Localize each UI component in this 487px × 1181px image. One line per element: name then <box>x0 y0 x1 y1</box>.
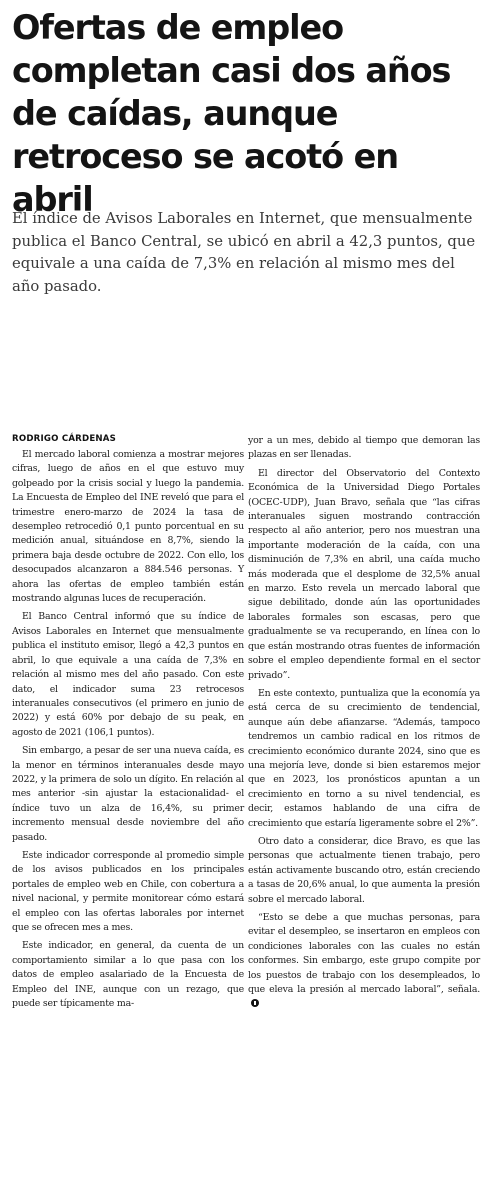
paragraph: En este contexto, puntualiza que la economía ya está cerca de su crecimiento de tendencial, aunque aún debe afianzarse. “Además, tampoco tendremos un cambio radical en los ritmos de crecimiento económico durante 2024, sino que es una mejoría leve, donde si bien estaremos mejor que en 2023, los pronósticos apuntan a un crecimiento en torno a su nivel tendencial, es decir, estamos hablando de una cifra de crecimiento que estaría ligeramente sobre el 2%”. <box>248 687 480 829</box>
deck-summary: El índice de Avisos Laborales en Internet, que mensualmente publica el Banco Central, se ubicó en abril a 42,3 puntos, que equivale a una caída de 7,3% en relación al mismo mes del año pasado. <box>12 210 476 295</box>
paragraph: El director del Observatorio del Contexto Económica de la Universidad Diego Portales (OCEC-UDP), Juan Bravo, señala que “las cifras interanuales siguen mostrando contracción respecto al año anterior, pero nos muestran una importante moderación de la caída, con una disminución de 7,3% en abril, una caída mucho más moderada que el desplome de 32,5% anual en marzo. Esto revela un mercado laboral que sigue debilitado, donde aún las oportunidades laborales formales son escasas, pero que gradualmente se va recuperando, en línea con lo que están mostrando otras fuentes de información sobre el empleo dependiente formal en el sector privado”. <box>248 467 480 681</box>
paragraph: Sin embargo, a pesar de ser una nueva caída, es la menor en términos interanuales desde mayo 2022, y la primera de solo un dígito. En relación al mes anterior -sin ajustar la estacionalidad- el índice tuvo un alza de 16,4%, su primer incremento mensual desde noviembre del año pasado. <box>12 745 244 843</box>
paragraph: Este indicador, en general, da cuenta de un comportamiento similar a lo que pasa con los datos de empleo asalariado de la Encuesta de Empleo del INE, aunque con un rezago, que puede ser típicamente ma- <box>12 940 244 1010</box>
end-of-article-icon <box>251 999 259 1007</box>
paragraph: Este indicador corresponde al promedio simple de los avisos publicados en los principales portales de empleo web en Chile, con cobertura a nivel nacional, y permite monitorear cómo estará el empleo con las ofertas laborales por internet que se ofrecen mes a mes. <box>12 849 244 933</box>
article-body <box>12 434 480 1174</box>
paragraph: El Banco Central informó que su índice de Avisos Laborales en Internet que mensualmente publica el instituto emisor, llegó a 42,3 puntos en abril, lo que equivale a una caída de 7,3% en relación al mismo mes del año pasado. Con este dato, el indicador suma 23 retrocesos interanuales consecutivos (el primero en junio de 2022) y está 60% por debajo de su peak, en agosto de 2021 (106,1 puntos). <box>12 611 244 738</box>
paragraph-final <box>248 911 480 1012</box>
paragraph-final-text: “Esto se debe a que muchas personas, para evitar el desempleo, se insertaron en empleos con condiciones laborales con las cuales no están conformes. Sin embargo, este grupo compite por los puestos de trabajo con los desempleados, lo que eleva la presión al mercado laboral”, señala. <box>248 912 480 996</box>
paragraph: El mercado laboral comienza a mostrar mejores cifras, luego de años en el que estuvo muy golpeado por la crisis social y luego la pandemia. La Encuesta de Empleo del INE reveló que para el trimestre enero-marzo de 2024 la tasa de desempleo retrocedió 0,1 punto porcentual en su medición anual, situándose en 8,7%, siendo la primera baja desde octubre de 2022. Con ello, los desocupados alcanzaron a 884.546 personas. Y ahora las ofertas de empleo también están mostrando algunas luces de recuperación. <box>12 449 244 605</box>
paragraph-continued: yor a un mes, debido al tiempo que demoran las plazas en ser llenadas. <box>248 435 480 461</box>
byline: RODRIGO CÁRDENAS <box>12 434 117 444</box>
column-right <box>248 434 480 1174</box>
column-left <box>12 434 244 1174</box>
paragraph: Otro dato a considerar, dice Bravo, es que las personas que actualmente tienen trabajo, pero están activamente buscando otro, están creciendo a tasas de 20,6% anual, lo que aumenta la presión sobre el mercado laboral. <box>248 835 480 905</box>
headline: Ofertas de empleo completan casi dos años de caídas, aunque retroceso se acotó en abril <box>12 8 451 219</box>
